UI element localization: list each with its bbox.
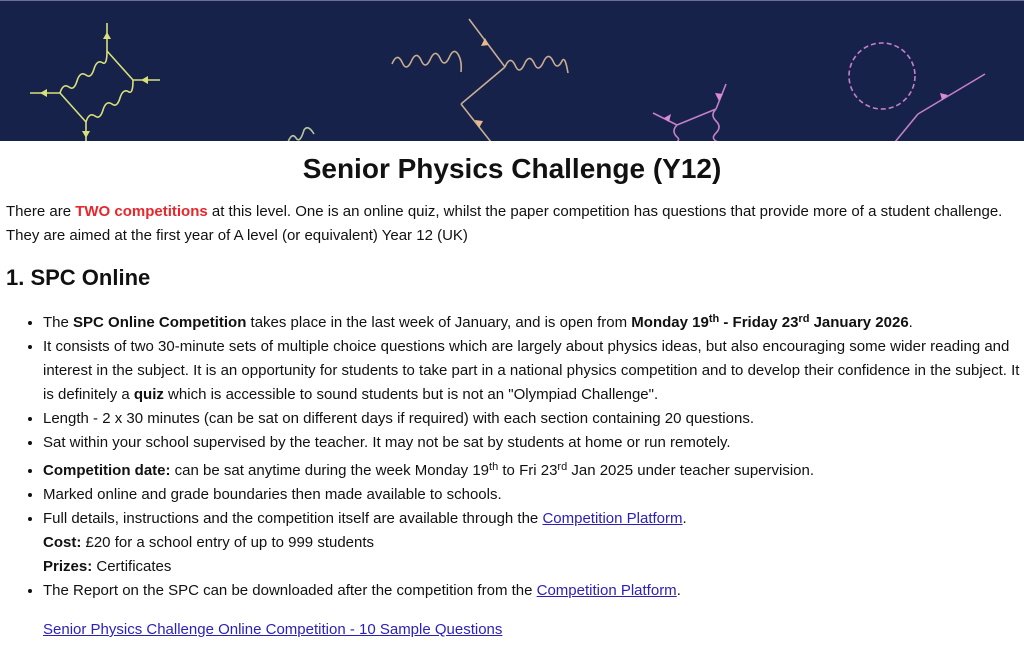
competition-platform-report-link[interactable]: Competition Platform xyxy=(536,582,677,599)
item-text: Jan 2025 under teacher supervision. xyxy=(567,462,815,479)
feynman-diagrams-illustration xyxy=(0,1,1024,141)
cost-value: £20 for a school entry of up to 999 students xyxy=(81,534,375,551)
list-item-report xyxy=(43,579,1024,603)
list-item-cost xyxy=(43,531,1024,555)
feynman-vertex-diagram-pink-icon xyxy=(653,84,726,141)
item-text: can be sat anytime during the week Monday 19 xyxy=(170,462,490,479)
intro-line-1 xyxy=(6,200,1024,224)
item-text: . xyxy=(682,510,687,527)
competition-platform-link[interactable]: Competition Platform xyxy=(542,510,683,527)
prizes-label: Prizes: xyxy=(43,558,93,575)
item-text: to Fri 23 xyxy=(498,462,558,479)
list-item-marking: • Marked online and grade boundaries then made available to schools. xyxy=(43,483,1024,507)
spc-online-details-list xyxy=(0,311,1024,603)
list-item-competition-dates xyxy=(43,311,1024,335)
item-text: It consists of two 30-minute sets of multiple choice questions which are largely about physics ideas, but also encouraging some wider reading and interest in the subject. It is an opportunity for students to take part in a national physics competition and to develop their confidence in the subject. It is definitely a xyxy=(43,338,1020,403)
item-text: The Report on the SPC can be downloaded after the competition from the xyxy=(43,582,537,599)
section-heading-spc-online: 1. SPC Online xyxy=(6,265,151,290)
item-bold-text: quiz xyxy=(133,386,164,403)
ordinal-suffix: th xyxy=(708,313,720,325)
list-item-supervision: • Sat within your school supervised by the teacher. It may not be sat by students at home or run remotely. xyxy=(43,431,1024,455)
item-text: takes place in the last week of January, and is open from xyxy=(246,314,632,331)
item-text: . xyxy=(676,582,681,599)
feynman-box-diagram-icon xyxy=(30,23,160,141)
ordinal-suffix: rd xyxy=(557,461,568,473)
feynman-loop-diagram-icon xyxy=(849,39,985,141)
prizes-value: Certificates xyxy=(92,558,172,575)
item-text: Full details, instructions and the competition itself are available through the xyxy=(43,510,543,527)
list-item-full-details xyxy=(43,507,1024,531)
open-dates xyxy=(631,314,908,331)
list-item-competition-date xyxy=(43,459,1024,483)
ordinal-suffix: rd xyxy=(798,313,810,325)
page-title: Senior Physics Challenge (Y12) xyxy=(302,153,722,184)
intro-line-2: They are aimed at the first year of A level (or equivalent) Year 12 (UK) xyxy=(6,227,468,244)
intro-paragraph xyxy=(6,200,1024,248)
date-month-year: January 2026 xyxy=(809,314,909,331)
item-text: which is accessible to sound students but is not an "Olympiad Challenge". xyxy=(163,386,659,403)
two-competitions-highlight: TWO competitions xyxy=(75,203,208,220)
date-end: - Friday 23 xyxy=(719,314,799,331)
feynman-wave-fragment-icon xyxy=(288,128,314,141)
intro-text: at this level. One is an online quiz, whilst the paper competition has questions that provide more of a student challenge. xyxy=(207,203,1003,220)
list-item-prizes xyxy=(43,555,1024,579)
sample-questions-link[interactable]: Senior Physics Challenge Online Competition - 10 Sample Questions xyxy=(43,621,503,638)
item-bold-text: SPC Online Competition xyxy=(73,314,247,331)
intro-text: There are xyxy=(6,203,76,220)
item-bold-text: Competition date: xyxy=(43,462,171,479)
cost-label: Cost: xyxy=(43,534,82,551)
header-banner xyxy=(0,0,1024,141)
item-text: The xyxy=(43,314,74,331)
list-item-length: • Length - 2 x 30 minutes (can be sat on different days if required) with each section containing 20 questions. xyxy=(43,407,1024,431)
ordinal-suffix: th xyxy=(489,461,499,473)
date-start: Monday 19 xyxy=(631,314,709,331)
item-text: . xyxy=(908,314,913,331)
list-item-format-description xyxy=(43,335,1024,407)
